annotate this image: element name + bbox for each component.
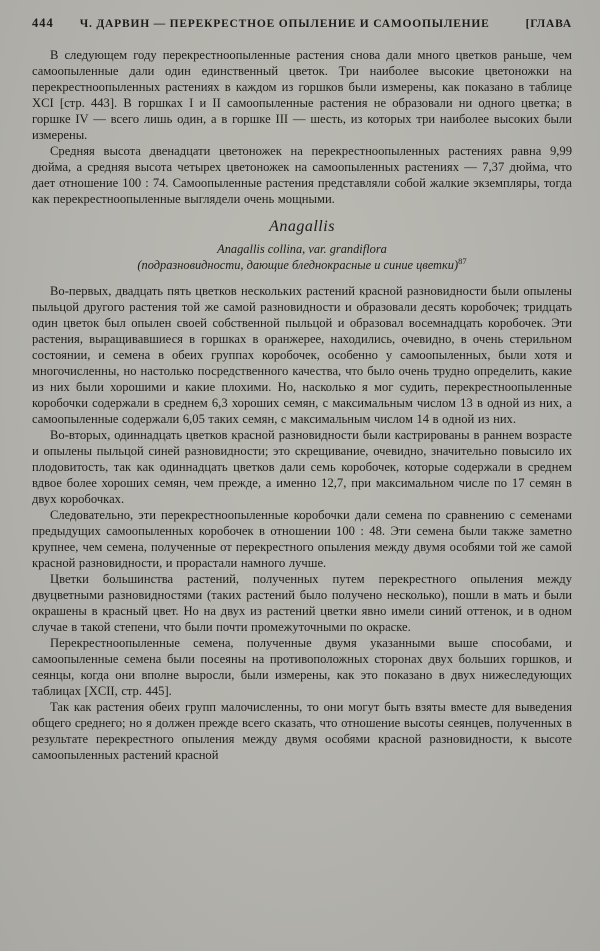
subtitle-line-2-text: (подразновидности, дающие бледнокрасные и синие цветки) [137,257,459,272]
footnote-reference: 87 [458,255,467,266]
paragraph-intro-2: Средняя высота двенадцати цветоножек на перекрестноопыленных растениях равна 9,99 дюйма, а средняя высота четырех цветоножек на самоопыленных растениях — 7,37 дюйма, что дает отношение 100 : 74. Самоопыленные растения представляли собой жалкие экземпляры, тогда как перекрестноопыленные выглядели очень мощными. [32,144,572,206]
subtitle-line-1: Anagallis collina, var. grandiflora [217,242,387,256]
paragraph-1: Во-первых, двадцать пять цветков нескольких растений красной разновидности были опылены пыльцой другого растения той же самой разновидности и образовали десять коробочек; тридцать один цветок был опылен своей собственной пыльцой и образовал восемнадцать коробочек. Эти растения, выращивавшиеся в горшках в оранжерее, находились, очевидно, в очень стерильном состоянии, и семена в обеих группах коробочек, особенно у самоопыленных, были хотя и многочисленны, но настолько посредственного качества, что было очень трудно определить, какие из них были хорошими и какие плохими. Но, насколько я мог судить, перекрестноопыленные коробочки содержали в среднем 6,3 хороших семян, с максимальным числом 13 в одной из них, а самоопыленные содержали 6,05 таких семян, с максимальным числом 14 в одной из них. [32,284,572,426]
paragraph-3: Следовательно, эти перекрестноопыленные коробочки дали семена по сравнению с семенами предыдущих самоопыленных коробочек в отношении 100 : 48. Эти семена были также заметно крупнее, чем семена, полученные от перекрестного опыления между двумя особями той же самой красной разновидности, и прорастали намного лучше. [32,508,572,570]
page-number: 444 [32,16,54,30]
section-subtitle [32,242,572,273]
page-body [32,47,572,763]
chapter-marker: [ГЛАВА [525,18,572,30]
subtitle-line-2 [32,255,572,274]
paragraph-4: Цветки большинства растений, полученных путем перекрестного опыления между двуцветными разновидностями (таких растений было получено несколько), пошли в мать и были окрашены в красный цвет. Но на двух из растений цветки явно имели синий оттенок, и в одном случае в такой степени, что были почти промежуточными по окраске. [32,572,572,634]
paragraph-5: Перекрестноопыленные семена, полученные двумя указанными выше способами, и самоопыленные семена были посеяны на противоположных сторонах двух больших горшков, и сеянцы, когда они вполне выросли, были измерены, как это показано в двух нижеследующих таблицах [XCII, стр. 445]. [32,636,572,698]
running-title: Ч. ДАРВИН — ПЕРЕКРЕСТНОЕ ОПЫЛЕНИЕ И САМООПЫЛЕНИЕ [79,18,490,30]
paragraph-6: Так как растения обеих групп малочисленны, то они могут быть взяты вместе для выведения общего среднего; но я должен прежде всего сказать, что отношение высоты сеянцев, полученных в результате перекрестного опыления между двумя особями красной разновидности, к высоте самоопыленных растений красной [32,700,572,762]
page-header [32,16,572,31]
section-heading: Anagallis [269,218,335,235]
paragraph-2: Во-вторых, одиннадцать цветков красной разновидности были кастрированы в раннем возрасте и опылены пыльцой синей разновидности; это скрещивание, очевидно, значительно повысило их плодовитость, так как одиннадцать цветков дали семь коробочек, которые содержали в среднем вдвое более хороших семян, чем прежде, а именно 12,7, при максимальном числе по 17 семян в двух коробочках. [32,428,572,506]
paragraph-intro-1: В следующем году перекрестноопыленные растения снова дали много цветков раньше, чем самоопыленные дали один единственный цветок. Три наиболее высокие цветоножки на перекрестноопыленных растениях в каждом из горшков были измерены, как показано в таблице XCI [стр. 443]. В горшках I и II самоопыленные растения не образовали ни одного цветка; в горшке IV — всего лишь один, а в горшке III — шесть, из которых три наиболее высоких были измерены. [32,48,572,142]
